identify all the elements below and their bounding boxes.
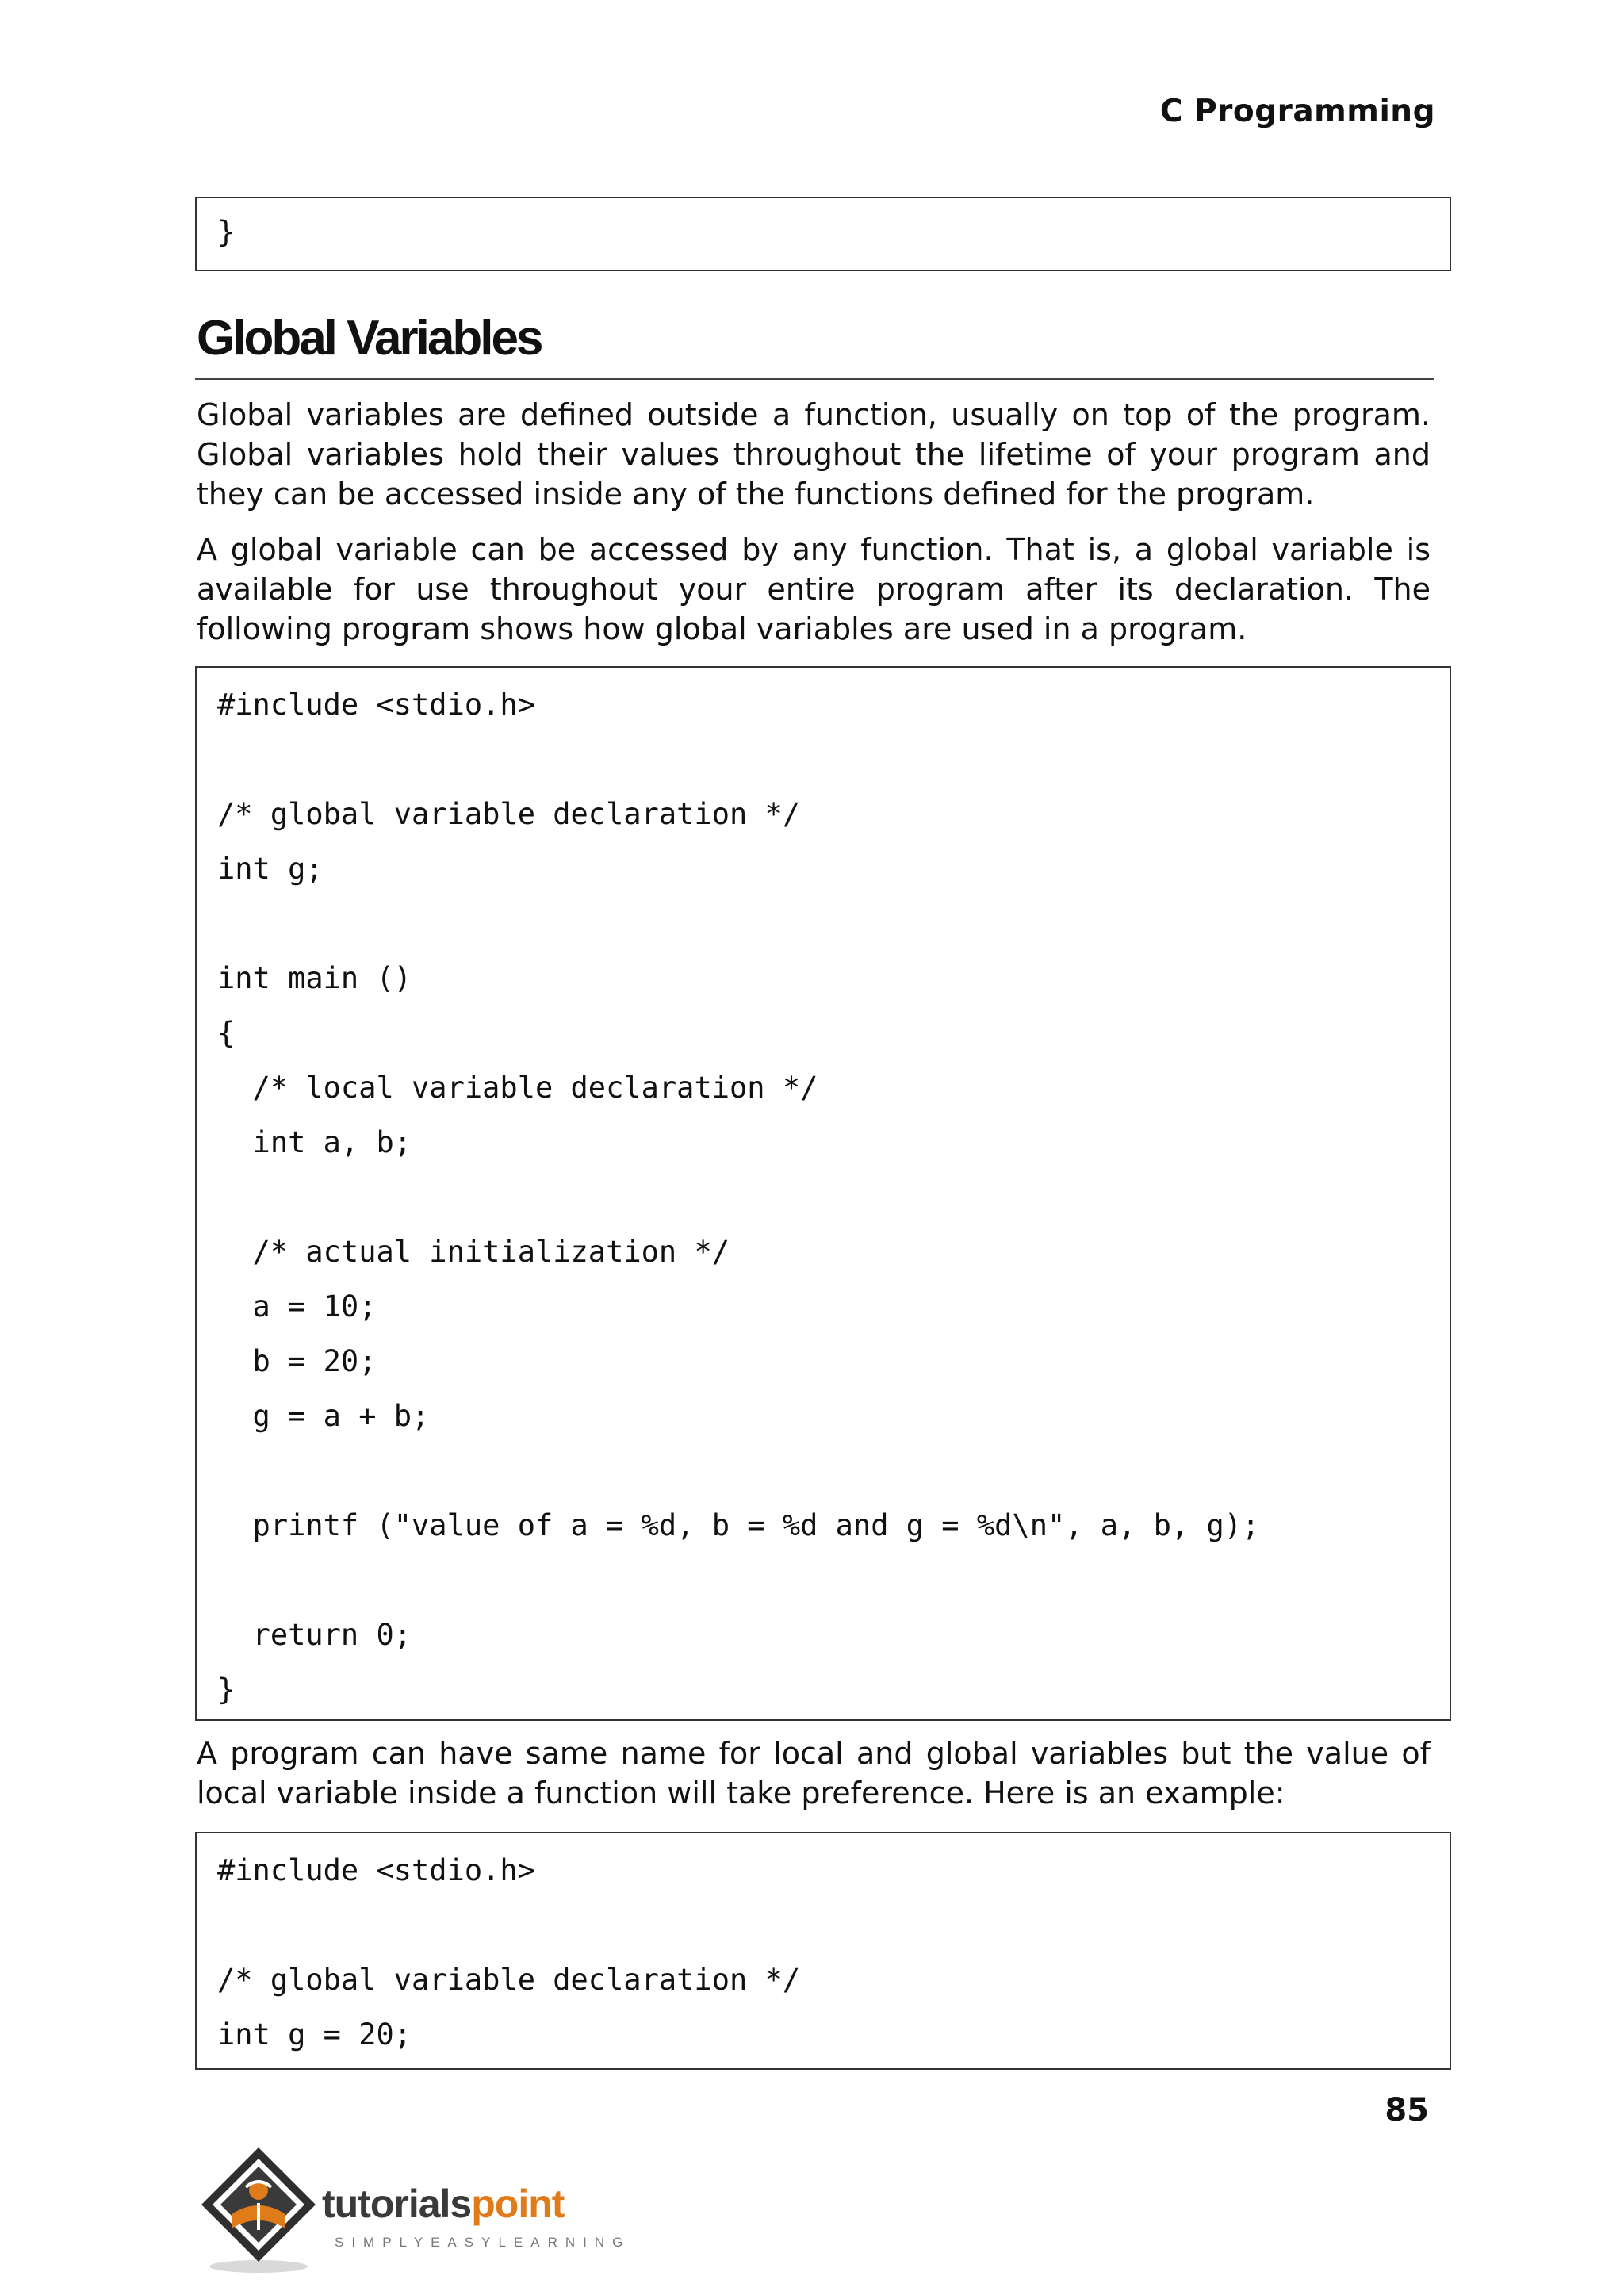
logo-mark-icon [195, 2141, 330, 2276]
code-line: /* actual initialization */ [217, 1235, 730, 1269]
code-line: #include <stdio.h> [217, 688, 535, 722]
code-line: b = 20; [217, 1344, 377, 1378]
section-title: Global Variables [197, 311, 542, 366]
code-line [217, 732, 1450, 787]
code-block-3 [195, 1832, 1451, 2070]
code-line: /* global variable declaration */ [217, 797, 801, 831]
code-line [217, 1170, 1450, 1224]
code-line: /* global variable declaration */ [217, 1963, 801, 1997]
logo-wordmark [322, 2184, 564, 2224]
code-line: int a, b; [217, 1125, 412, 1159]
logo-word-tutorials: tutorials [322, 2182, 472, 2226]
code-line: /* local variable declaration */ [217, 1071, 818, 1105]
title-underline [195, 378, 1434, 380]
page-number: 85 [1385, 2092, 1429, 2128]
code-line [217, 896, 1450, 951]
logo-word-point: point [471, 2182, 565, 2226]
code-line: int g = 20; [217, 2017, 412, 2052]
code-line: } [217, 1672, 236, 1707]
paragraph-2: A global variable can be accessed by any function. That is, a global variable is available for use throughout your entire program after its declaration. The following program shows how global variables are used in a program. [197, 532, 1431, 646]
code-line: { [217, 1016, 236, 1050]
code-line: #include <stdio.h> [217, 1853, 535, 1887]
code-line: int g; [217, 852, 324, 886]
logo-tagline: SIMPLYEASYLEARNING [335, 2235, 631, 2250]
code-line: a = 10; [217, 1289, 377, 1324]
paragraph-3: A program can have same name for local and global variables but the value of local variable inside a function will take preference. Here is an example: [197, 1736, 1431, 1810]
running-header: C Programming [1159, 94, 1435, 129]
code-line: return 0; [217, 1618, 412, 1652]
code-block-1 [195, 197, 1451, 271]
code-line [217, 1898, 1450, 1952]
code-line [217, 1443, 1450, 1498]
code-block-2 [195, 666, 1451, 1721]
code-line: } [217, 215, 236, 249]
code-line: printf ("value of a = %d, b = %d and g = %d\n", a, b, g); [217, 1508, 1260, 1542]
tutorialspoint-logo [195, 2141, 639, 2284]
code-line [217, 1553, 1450, 1607]
code-line: g = a + b; [217, 1399, 430, 1433]
code-line: int main () [217, 961, 412, 995]
paragraph-1: Global variables are defined outside a function, usually on top of the program. Global variables hold their values throughout the lifetime of your program and they can be accessed inside any of the functions defined for the program. [197, 397, 1431, 511]
